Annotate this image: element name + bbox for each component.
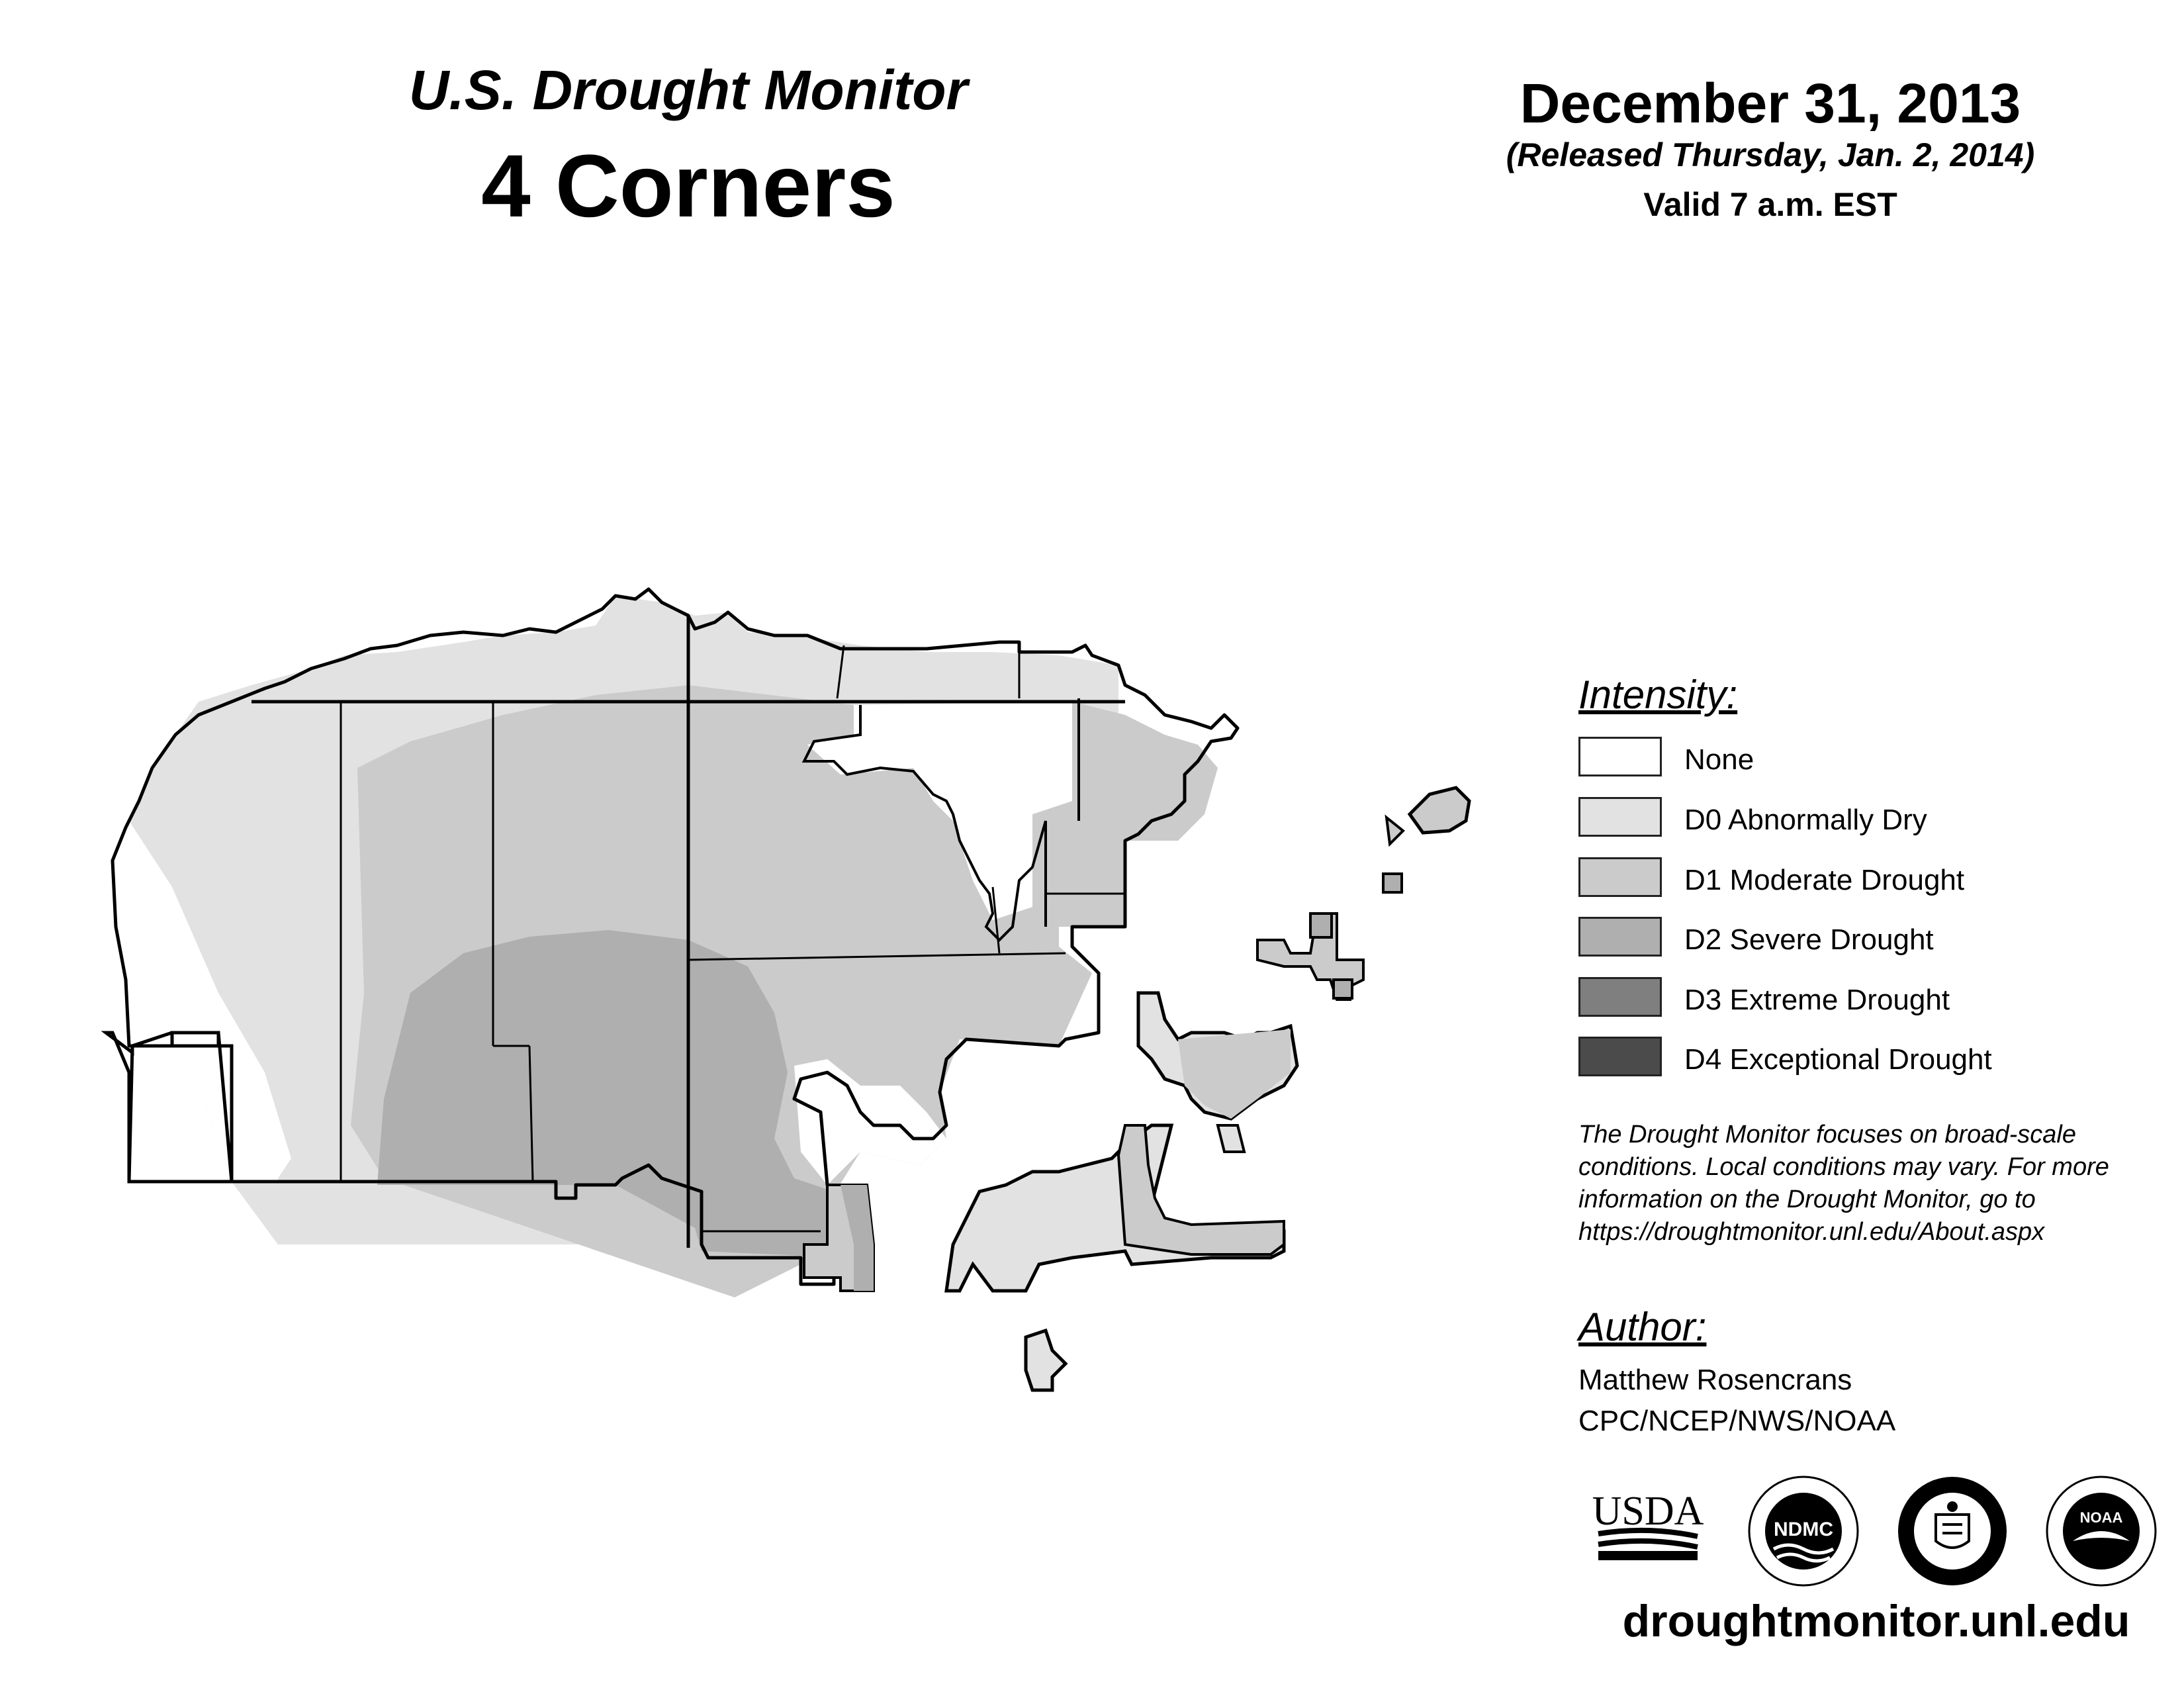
- noaa-logo: [2045, 1475, 2158, 1587]
- region-east-d1: [1178, 1029, 1291, 1119]
- map-date: December 31, 2013: [1520, 72, 2021, 134]
- svg-text:USDA: USDA: [1592, 1489, 1704, 1534]
- legend-label: D4 Exceptional Drought: [1684, 1043, 1992, 1076]
- region-far-ne-square: [1383, 874, 1402, 892]
- page-title: 4 Corners: [481, 137, 895, 236]
- website-link[interactable]: droughtmonitor.unl.edu: [1622, 1596, 2130, 1646]
- map-subtitle: U.S. Drought Monitor: [408, 59, 968, 121]
- author-heading: Author:: [1578, 1305, 1707, 1349]
- region-south-island: [1026, 1331, 1066, 1390]
- legend-swatch: [1578, 737, 1662, 776]
- legend-label: D0 Abnormally Dry: [1684, 804, 1927, 836]
- note-line: The Drought Monitor focuses on broad-scale: [1578, 1121, 2076, 1149]
- legend-label: D3 Extreme Drought: [1684, 984, 1950, 1016]
- legend-heading: Intensity:: [1578, 673, 1738, 717]
- legend-label: D2 Severe Drought: [1684, 923, 1934, 956]
- svg-text:NOAA: NOAA: [2079, 1509, 2123, 1526]
- note-line: conditions. Local conditions may vary. For more: [1578, 1153, 2109, 1181]
- disclaimer-note: [1578, 1119, 2174, 1248]
- note-link[interactable]: https://droughtmonitor.unl.edu/About.aspx: [1578, 1218, 2045, 1246]
- legend-swatch: [1578, 857, 1662, 897]
- legend-swatch: [1578, 917, 1662, 957]
- region-ne-square-d2b: [1334, 980, 1352, 998]
- usda-logo: [1592, 1486, 1704, 1566]
- author-name: Matthew Rosencrans: [1578, 1364, 1852, 1396]
- legend-swatch: [1578, 977, 1662, 1017]
- legend-label: D1 Moderate Drought: [1684, 864, 1965, 896]
- region-east-small: [1218, 1125, 1244, 1152]
- region-se-d1: [1118, 1125, 1284, 1254]
- region-far-ne: [1410, 788, 1469, 833]
- region-far-ne-tri: [1387, 818, 1403, 844]
- region-ne-square-d2: [1310, 914, 1332, 937]
- svg-text:NDMC: NDMC: [1774, 1519, 1833, 1540]
- valid-time: Valid 7 a.m. EST: [1643, 186, 1897, 223]
- legend-swatch: [1578, 1037, 1662, 1076]
- author-org: CPC/NCEP/NWS/NOAA: [1578, 1405, 1896, 1437]
- release-date: (Released Thursday, Jan. 2, 2014): [1506, 136, 2035, 173]
- legend-label: None: [1684, 743, 1754, 776]
- commerce-logo: [1896, 1475, 2009, 1587]
- legend-swatch: [1578, 797, 1662, 837]
- ndmc-logo: [1747, 1475, 1860, 1587]
- note-line: information on the Drought Monitor, go to: [1578, 1186, 2036, 1213]
